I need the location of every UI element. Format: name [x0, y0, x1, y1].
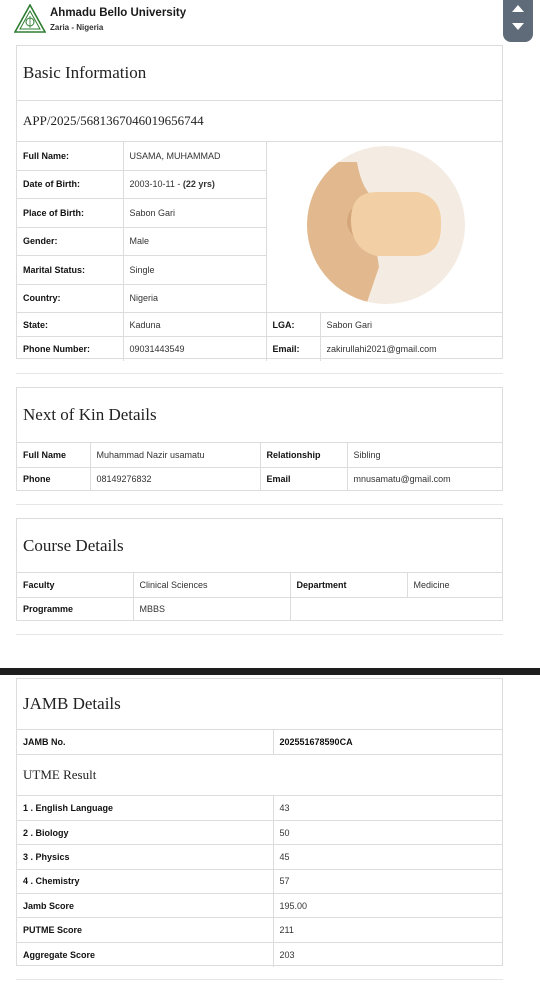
- page-break-bar: [0, 668, 540, 675]
- kin-email-label: Email: [260, 467, 347, 491]
- dob-date: 2003-10-11 -: [129, 179, 183, 190]
- phone-label: Phone Number:: [17, 337, 123, 361]
- basic-information-card: [16, 45, 503, 359]
- university-logo-icon: [14, 4, 46, 34]
- result-value: 57: [273, 869, 502, 893]
- kin-phone-label: Phone: [17, 467, 90, 491]
- putme-score-value: 211: [273, 918, 502, 942]
- section-divider: [16, 373, 503, 374]
- department-value: Medicine: [407, 573, 502, 597]
- scroll-up-icon[interactable]: [512, 5, 524, 12]
- gender-label: Gender:: [17, 227, 123, 255]
- kin-email-value: mnusamatu@gmail.com: [347, 467, 502, 491]
- result-label: 3 . Physics: [17, 845, 273, 869]
- avatar-placeholder: [267, 142, 501, 312]
- lga-value: Sabon Gari: [320, 313, 502, 337]
- country-value: Nigeria: [123, 284, 266, 312]
- result-label: 1 . English Language: [17, 796, 273, 820]
- result-value: 45: [273, 845, 502, 869]
- full-name-value: USAMA, MUHAMMAD: [123, 142, 266, 170]
- jamb-score-label: Jamb Score: [17, 894, 273, 918]
- email-label: Email:: [266, 337, 320, 361]
- country-label: Country:: [17, 284, 123, 312]
- section-divider: [16, 634, 503, 635]
- faculty-label: Faculty: [17, 573, 133, 597]
- age: (22 yrs): [182, 179, 215, 190]
- place-of-birth-label: Place of Birth:: [17, 198, 123, 227]
- utme-result-table: [17, 796, 502, 967]
- kin-relationship-label: Relationship: [260, 443, 347, 467]
- gender-value: Male: [123, 227, 266, 255]
- aggregate-score-label: Aggregate Score: [17, 942, 273, 966]
- utme-result-title: UTME Result: [17, 754, 502, 796]
- jamb-details-title: JAMB Details: [17, 679, 502, 730]
- scroll-down-icon[interactable]: [512, 23, 524, 30]
- kin-phone-value: 08149276832: [90, 467, 260, 491]
- next-of-kin-title: Next of Kin Details: [17, 388, 502, 443]
- jamb-number-table: [17, 730, 502, 754]
- scroll-control[interactable]: [503, 0, 533, 42]
- result-value: 43: [273, 796, 502, 820]
- marital-status-value: Single: [123, 255, 266, 284]
- department-label: Department: [290, 573, 407, 597]
- course-details-title: Course Details: [17, 519, 502, 573]
- section-divider: [16, 979, 503, 980]
- putme-score-label: PUTME Score: [17, 918, 273, 942]
- next-of-kin-table: [17, 443, 502, 491]
- programme-value: MBBS: [133, 597, 290, 621]
- result-label: 2 . Biology: [17, 820, 273, 844]
- full-name-label: Full Name:: [17, 142, 123, 170]
- course-details-table: [17, 573, 502, 621]
- jamb-score-value: 195.00: [273, 894, 502, 918]
- aggregate-score-value: 203: [273, 942, 502, 966]
- university-location: Zaria - Nigeria: [50, 23, 104, 32]
- jamb-details-card: [16, 678, 503, 966]
- course-details-card: [16, 518, 503, 621]
- header: [0, 0, 540, 44]
- programme-label: Programme: [17, 597, 133, 621]
- jamb-number-label: JAMB No.: [17, 730, 273, 754]
- kin-name-label: Full Name: [17, 443, 90, 467]
- lga-label: LGA:: [266, 313, 320, 337]
- state-label: State:: [17, 313, 123, 337]
- basic-info-table: [17, 142, 502, 361]
- place-of-birth-value: Sabon Gari: [123, 198, 266, 227]
- next-of-kin-card: [16, 387, 503, 491]
- avatar-cell: [266, 142, 502, 313]
- empty-cell: [290, 597, 502, 621]
- section-divider: [16, 504, 503, 505]
- kin-name-value: Muhammad Nazir usamatu: [90, 443, 260, 467]
- marital-status-label: Marital Status:: [17, 255, 123, 284]
- basic-information-title: Basic Information: [17, 46, 502, 101]
- phone-value: 09031443549: [123, 337, 266, 361]
- faculty-value: Clinical Sciences: [133, 573, 290, 597]
- dob-label: Date of Birth:: [17, 170, 123, 198]
- university-name: Ahmadu Bello University: [50, 7, 187, 19]
- result-label: 4 . Chemistry: [17, 869, 273, 893]
- email-value: zakirullahi2021@gmail.com: [320, 337, 502, 361]
- jamb-number-value: 202551678590CA: [273, 730, 502, 754]
- dob-value: [123, 170, 266, 198]
- state-value: Kaduna: [123, 313, 266, 337]
- application-number: APP/2025/5681367046019656744: [17, 101, 502, 142]
- kin-relationship-value: Sibling: [347, 443, 502, 467]
- result-value: 50: [273, 820, 502, 844]
